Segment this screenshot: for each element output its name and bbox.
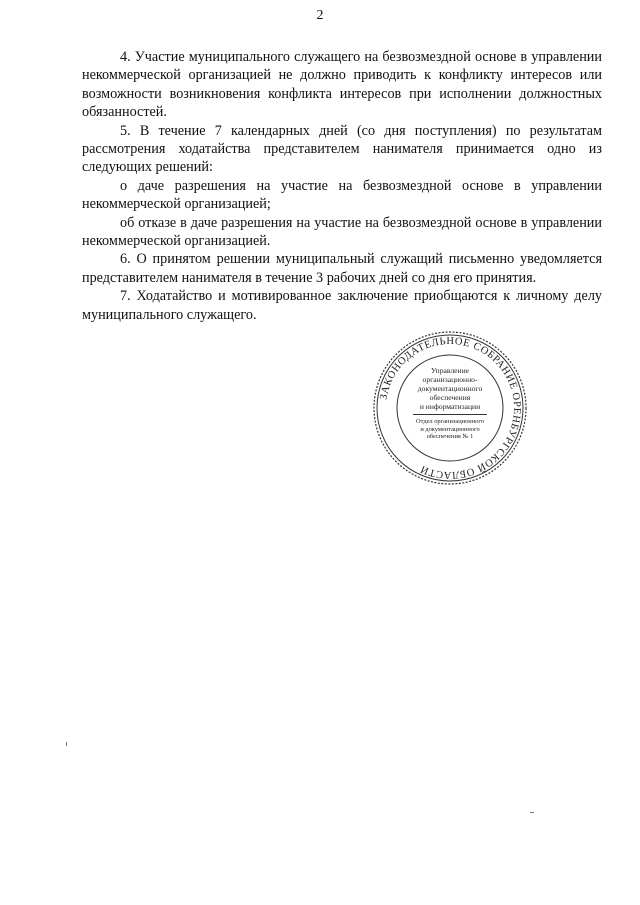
seal-sub-line: Отдел организационного bbox=[416, 418, 484, 425]
seal-divider bbox=[413, 414, 487, 415]
official-seal bbox=[372, 330, 528, 486]
paragraph-4: 4. Участие муниципального служащего на безвозмездной основе в управлении некоммерческой организацией не должно приводить к конфликту интересов или возможности возникновения конфликта интересов при исполнении должностных обязанностей. bbox=[82, 49, 602, 121]
paragraph-5-option-refuse: об отказе в даче разрешения на участие на безвозмездной основе в управлении некоммерческой организацией. bbox=[82, 214, 602, 250]
seal-sub-line: и документационного bbox=[420, 425, 480, 433]
seal-dept-line: Управление bbox=[430, 366, 470, 375]
scan-speck bbox=[530, 812, 534, 813]
seal-dept-line: обеспечения bbox=[429, 393, 471, 402]
paragraph-5-option-grant: о даче разрешения на участие на безвозмездной основе в управлении некоммерческой организацией; bbox=[82, 177, 602, 213]
seal-dept-line: и информатизации bbox=[419, 402, 481, 411]
paragraph-6: 6. О принятом решении муниципальный служащий письменно уведомляется представителем нанимателя в течение 3 рабочих дней со дня его принятия. bbox=[82, 251, 602, 286]
paragraph-7: 7. Ходатайство и мотивированное заключение приобщаются к личному делу муниципального служащего. bbox=[82, 288, 602, 323]
seal-ring-text: ЗАКОНОДАТЕЛЬНОЕ СОБРАНИЕ ОРЕНБУРГСКОЙ ОБЛАСТИ bbox=[378, 335, 523, 481]
seal-dept-line: организационно- bbox=[422, 375, 478, 384]
scan-speck bbox=[66, 742, 67, 746]
seal-dept-line: документационного bbox=[417, 384, 483, 393]
document-body bbox=[82, 48, 602, 324]
seal-sub-line: обеспечения № 1 bbox=[426, 433, 474, 440]
page-number: 2 bbox=[316, 8, 324, 23]
paragraph-5: 5. В течение 7 календарных дней (со дня поступления) по результатам рассмотрения ходатайства представителем нанимателя принимается одно из следующих решений: bbox=[82, 122, 602, 176]
seal-center bbox=[400, 358, 500, 458]
